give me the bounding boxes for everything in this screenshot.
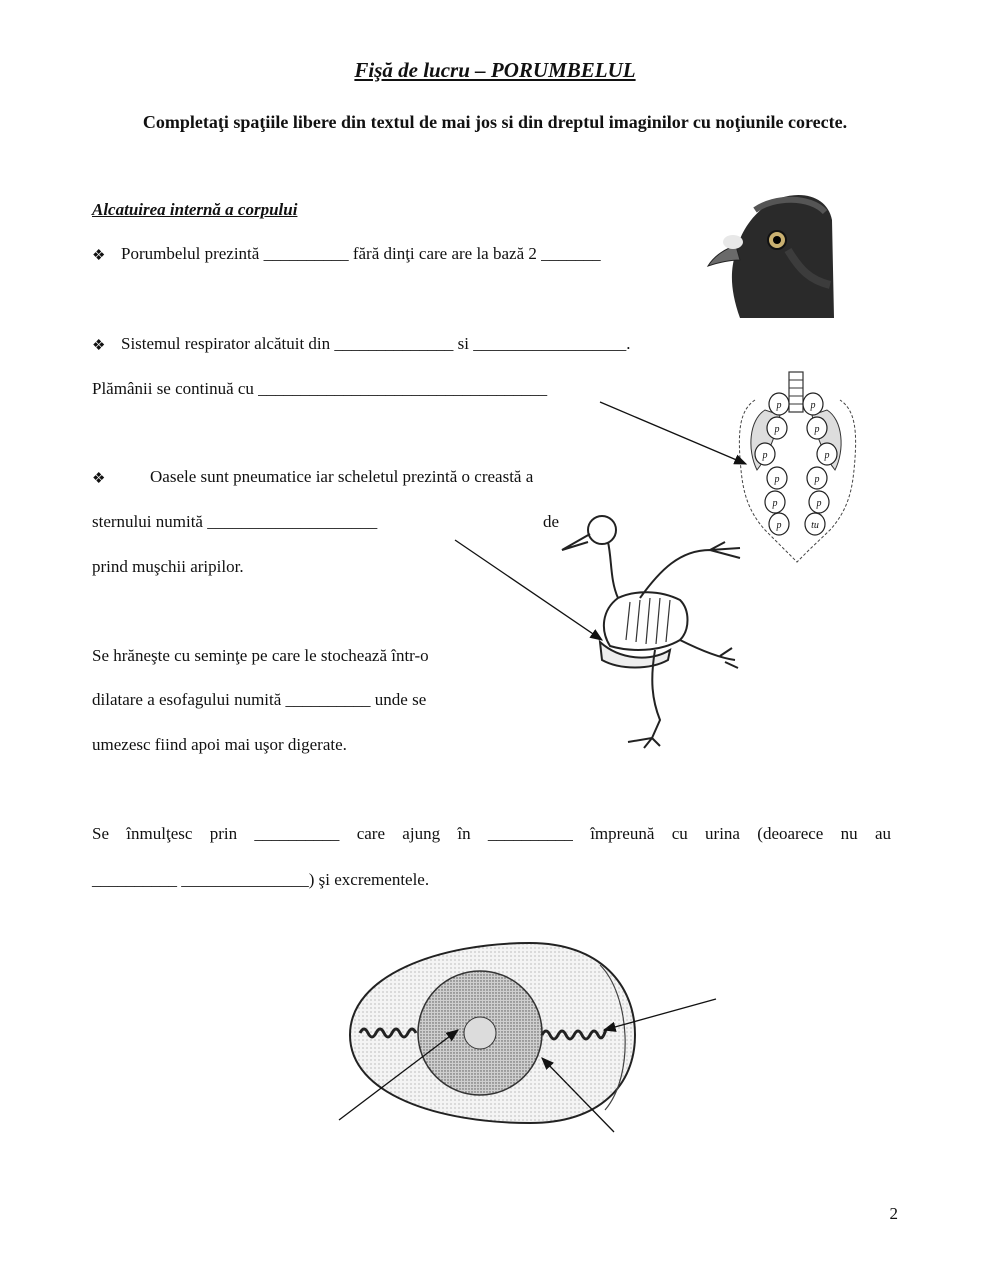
text-line-sternum: sternului numită ____________________ [92, 512, 378, 531]
word: au [874, 824, 891, 843]
word: cu [671, 824, 688, 843]
word: (deoarece [757, 824, 824, 843]
text-line-respiratory: Sistemul respirator alcătuit din ______________ si __________________. [121, 334, 631, 353]
text-line-digest: umezesc fiind apoi mai uşor digerate. [92, 735, 347, 754]
text-line-beak: Porumbelul prezintă __________ fără dinţi care are la bază 2 _______ [121, 244, 601, 263]
word: ajung [402, 824, 441, 843]
section-heading: Alcatuirea internă a corpului [92, 200, 298, 219]
air-sac-label: p [816, 498, 822, 509]
word: împreună [590, 824, 655, 843]
arrow-egg-shell [604, 999, 716, 1030]
page-title: Fişă de lucru – PORUMBELUL [354, 58, 636, 82]
word: în [457, 824, 471, 843]
text-line-crop: dilatare a esofagului numită __________ unde se [92, 690, 427, 709]
air-sac-label: p [814, 474, 820, 485]
air-sac-label: p [810, 400, 816, 411]
arrow-egg-white [542, 1058, 614, 1132]
text-line-excretion: __________ _______________) şi excrementele. [92, 870, 430, 889]
text-line-muscles: prind muşchii aripilor. [92, 557, 244, 576]
word: prin [209, 824, 238, 843]
air-sac-label: p [776, 400, 782, 411]
bullet-icon: ❖ [92, 248, 106, 264]
text-line-lungs: Plămânii se continuă cu __________________________________ [92, 379, 548, 398]
air-sac-label: tu [811, 520, 819, 531]
bullet-icon: ❖ [92, 338, 106, 354]
instruction-text: Completaţi spaţiile libere din textul de mai jos si din dreptul imaginilor cu noţiunile corecte. [142, 112, 848, 132]
bullet-icon: ❖ [92, 471, 106, 487]
text-line-bones: Oasele sunt pneumatice iar scheletul prezintă o creastă a [150, 467, 534, 486]
air-sac-label: p [772, 498, 778, 509]
word: nu [840, 824, 858, 843]
text-line-food: Se hrăneşte cu seminţe pe care le stochează într-o [92, 646, 429, 665]
air-sac-label: p [776, 520, 782, 531]
word: __________ [487, 824, 573, 843]
word: care [356, 824, 385, 843]
word: Se [92, 824, 109, 843]
word: urina [705, 824, 740, 843]
arrow-egg-yolk [339, 1030, 458, 1120]
text-line-sternum-end: de [543, 512, 560, 531]
word: __________ [254, 824, 340, 843]
air-sac-label: p [814, 424, 820, 435]
page-number: 2 [889, 1204, 898, 1223]
word: înmulţesc [126, 824, 193, 843]
arrow-lungs [600, 402, 746, 464]
air-sac-label: p [762, 450, 768, 461]
air-sac-label: p [824, 450, 830, 461]
air-sac-label: p [774, 424, 780, 435]
air-sac-label: p [774, 474, 780, 485]
arrow-sternum [455, 540, 602, 640]
